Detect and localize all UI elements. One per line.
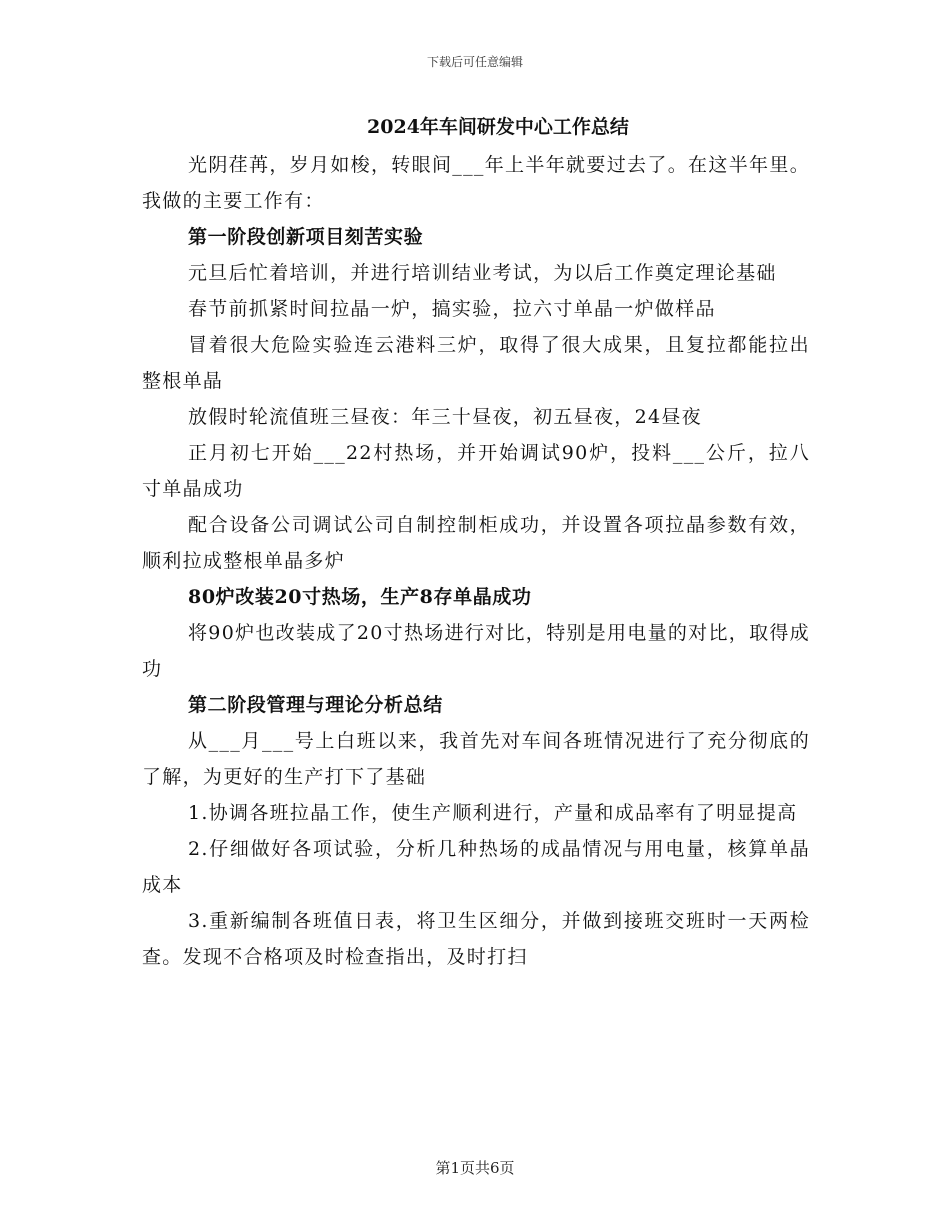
body-paragraph: 放假时轮流值班三昼夜：年三十昼夜，初五昼夜，24昼夜 <box>188 406 702 428</box>
body-paragraph: 冒着很大危险实验连云港料三炉，取得了很大成果，且复拉都能拉出整根单晶 <box>142 334 810 392</box>
body-paragraph: 春节前抓紧时间拉晶一炉，搞实验，拉六寸单晶一炉做样品 <box>188 298 716 320</box>
body-paragraph: 1.协调各班拉晶工作，使生产顺利进行，产量和成品率有了明显提高 <box>188 802 798 824</box>
section-heading: 第一阶段创新项目刻苦实验 <box>188 226 424 248</box>
body-paragraph: 2.仔细做好各项试验，分析几种热场的成晶情况与用电量，核算单晶成本 <box>142 838 810 896</box>
page-footer: 第1页共6页 <box>435 1159 515 1177</box>
body-paragraph: 将90炉也改装成了20寸热场进行对比，特别是用电量的对比，取得成功 <box>142 622 810 680</box>
header-note: 下载后可任意编辑 <box>426 55 523 69</box>
document-body <box>142 147 810 975</box>
body-paragraph: 光阴荏苒，岁月如梭，转眼间___年上半年就要过去了。在这半年里。我做的主要工作有： <box>142 154 810 212</box>
body-paragraph: 3.重新编制各班值日表，将卫生区细分，并做到接班交班时一天两检查。发现不合格项及时检查指出，及时打扫 <box>142 910 810 968</box>
body-paragraph: 元旦后忙着培训，并进行培训结业考试，为以后工作奠定理论基础 <box>188 262 777 284</box>
body-paragraph: 正月初七开始___22村热场，并开始调试90炉，投料___公斤，拉八寸单晶成功 <box>142 442 810 500</box>
section-heading: 80炉改装20寸热场，生产8存单晶成功 <box>188 586 532 608</box>
body-paragraph: 从___月___号上白班以来，我首先对车间各班情况进行了充分彻底的了解，为更好的生产打下了基础 <box>142 730 810 788</box>
document-title: 2024年车间研发中心工作总结 <box>367 116 629 138</box>
body-paragraph: 配合设备公司调试公司自制控制柜成功，并设置各项拉晶参数有效，顺利拉成整根单晶多炉 <box>142 514 810 572</box>
section-heading: 第二阶段管理与理论分析总结 <box>188 694 443 716</box>
